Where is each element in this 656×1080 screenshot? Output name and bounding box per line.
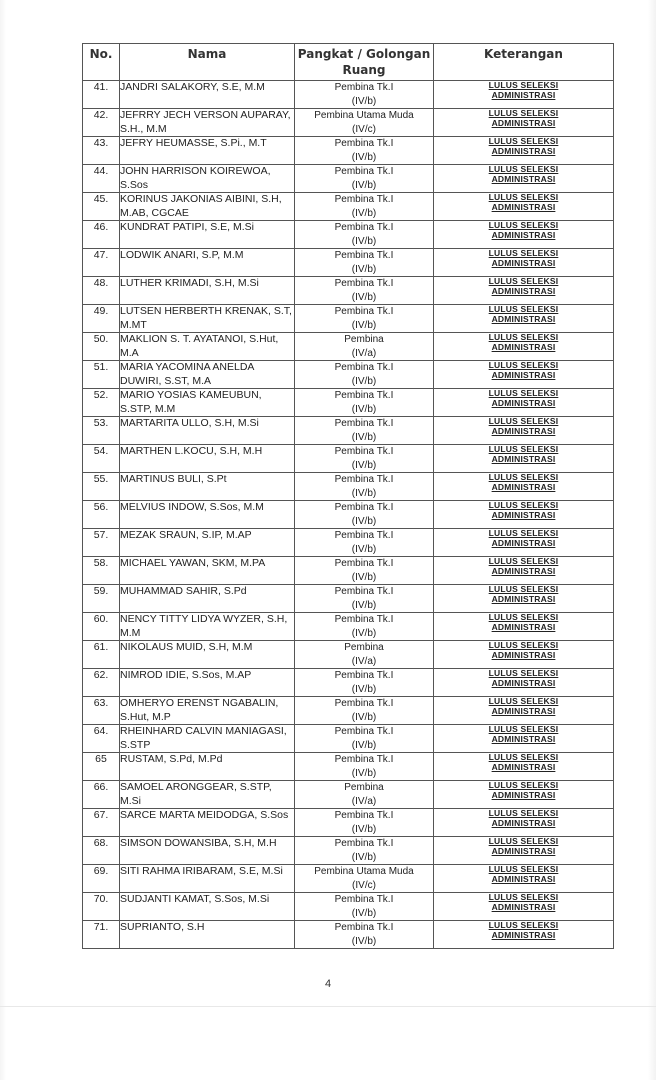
table-row [83, 165, 614, 193]
row-status-line2: ADMINISTRASI [491, 117, 556, 128]
row-grade: (IV/b) [351, 907, 377, 919]
row-grade: (IV/b) [351, 599, 377, 611]
row-number: 59. [83, 585, 120, 613]
row-grade: (IV/b) [351, 235, 377, 247]
row-grade: (IV/b) [351, 459, 377, 471]
row-status-line2: ADMINISTRASI [491, 341, 556, 352]
row-grade: (IV/c) [352, 123, 376, 135]
row-grade: (IV/b) [351, 627, 377, 639]
row-number: 44. [83, 165, 120, 193]
row-number: 64. [83, 725, 120, 753]
row-grade: (IV/b) [351, 571, 377, 583]
row-status-line2: ADMINISTRASI [491, 901, 556, 912]
row-status [434, 557, 614, 585]
row-status-line1: LULUS SELEKSI [488, 528, 559, 538]
row-status [434, 109, 614, 137]
row-status-line2: ADMINISTRASI [491, 481, 556, 492]
row-rank-grade [295, 277, 434, 305]
table-row [83, 81, 614, 109]
row-name: OMHERYO ERENST NGABALIN, S.Hut, M.P [120, 697, 295, 725]
row-name: MARTHEN L.KOCU, S.H, M.H [120, 445, 295, 473]
row-rank: Pembina Tk.I [334, 222, 394, 233]
row-rank-grade [295, 837, 434, 865]
row-rank-grade [295, 585, 434, 613]
row-rank-grade [295, 781, 434, 809]
row-rank: Pembina Tk.I [334, 474, 394, 485]
row-status-line2: ADMINISTRASI [491, 453, 556, 464]
table-row [83, 557, 614, 585]
row-rank-grade [295, 165, 434, 193]
row-status-line1: LULUS SELEKSI [488, 864, 559, 874]
row-status [434, 333, 614, 361]
row-number: 49. [83, 305, 120, 333]
row-status [434, 809, 614, 837]
row-number: 65 [83, 753, 120, 781]
row-status [434, 865, 614, 893]
row-status [434, 165, 614, 193]
row-status [434, 613, 614, 641]
row-grade: (IV/c) [352, 879, 376, 891]
row-rank: Pembina Tk.I [334, 250, 394, 261]
row-grade: (IV/b) [351, 543, 377, 555]
table-row [83, 753, 614, 781]
table-body [83, 81, 614, 949]
row-name: JEFRRY JECH VERSON AUPARAY, S.H., M.M [120, 109, 295, 137]
row-number: 43. [83, 137, 120, 165]
row-number: 54. [83, 445, 120, 473]
table-row [83, 837, 614, 865]
row-status-line1: LULUS SELEKSI [488, 752, 559, 762]
row-grade: (IV/b) [351, 207, 377, 219]
table-row [83, 193, 614, 221]
table-row [83, 585, 614, 613]
row-rank-grade [295, 865, 434, 893]
table-row [83, 109, 614, 137]
header-pangkat-line2: Ruang [342, 63, 386, 77]
row-status-line1: LULUS SELEKSI [488, 80, 559, 90]
row-status [434, 529, 614, 557]
row-rank: Pembina Tk.I [334, 82, 394, 93]
row-rank-grade [295, 389, 434, 417]
row-rank-grade [295, 445, 434, 473]
row-status-line1: LULUS SELEKSI [488, 472, 559, 482]
table-row [83, 333, 614, 361]
row-status [434, 277, 614, 305]
row-status-line2: ADMINISTRASI [491, 285, 556, 296]
row-number: 67. [83, 809, 120, 837]
row-status [434, 417, 614, 445]
row-rank: Pembina Tk.I [334, 502, 394, 513]
table-row [83, 277, 614, 305]
header-keterangan: Keterangan [434, 44, 614, 81]
header-pangkat [295, 44, 434, 81]
table-row [83, 613, 614, 641]
row-rank-grade [295, 221, 434, 249]
row-rank-grade [295, 893, 434, 921]
row-name: KUNDRAT PATIPI, S.E, M.Si [120, 221, 295, 249]
row-grade: (IV/b) [351, 179, 377, 191]
row-number: 42. [83, 109, 120, 137]
row-rank-grade [295, 333, 434, 361]
row-status [434, 81, 614, 109]
row-status-line2: ADMINISTRASI [491, 537, 556, 548]
table-row [83, 305, 614, 333]
row-status [434, 921, 614, 949]
table-row [83, 669, 614, 697]
row-status-line1: LULUS SELEKSI [488, 304, 559, 314]
header-nama: Nama [120, 44, 295, 81]
row-grade: (IV/b) [351, 935, 377, 947]
row-status-line1: LULUS SELEKSI [488, 192, 559, 202]
row-name: JOHN HARRISON KOIREWOA, S.Sos [120, 165, 295, 193]
row-grade: (IV/a) [351, 655, 377, 667]
row-status [434, 361, 614, 389]
row-rank: Pembina Tk.I [334, 530, 394, 541]
row-number: 70. [83, 893, 120, 921]
row-name: JANDRI SALAKORY, S.E, M.M [120, 81, 295, 109]
table-row [83, 893, 614, 921]
row-status [434, 473, 614, 501]
row-status-line1: LULUS SELEKSI [488, 500, 559, 510]
row-grade: (IV/b) [351, 683, 377, 695]
header-pangkat-line1: Pangkat / Golongan [297, 47, 431, 61]
row-status [434, 697, 614, 725]
row-number: 66. [83, 781, 120, 809]
row-number: 62. [83, 669, 120, 697]
row-status-line1: LULUS SELEKSI [488, 276, 559, 286]
row-status [434, 137, 614, 165]
page-edge-divider [0, 1006, 656, 1007]
table-row [83, 501, 614, 529]
table-row [83, 473, 614, 501]
row-status [434, 641, 614, 669]
row-rank: Pembina Utama Muda [314, 110, 414, 121]
row-status-line2: ADMINISTRASI [491, 845, 556, 856]
row-status-line2: ADMINISTRASI [491, 145, 556, 156]
row-status [434, 445, 614, 473]
row-name: NENCY TITTY LIDYA WYZER, S.H, M.M [120, 613, 295, 641]
row-status-line1: LULUS SELEKSI [488, 780, 559, 790]
row-status-line2: ADMINISTRASI [491, 257, 556, 268]
row-rank-grade [295, 669, 434, 697]
row-number: 48. [83, 277, 120, 305]
row-status [434, 193, 614, 221]
row-status-line2: ADMINISTRASI [491, 369, 556, 380]
row-status-line2: ADMINISTRASI [491, 173, 556, 184]
table-row [83, 809, 614, 837]
table-header [83, 44, 614, 81]
row-rank-grade [295, 81, 434, 109]
row-rank-grade [295, 725, 434, 753]
row-rank: Pembina Tk.I [334, 446, 394, 457]
row-status [434, 305, 614, 333]
row-rank: Pembina [344, 334, 384, 345]
row-rank-grade [295, 613, 434, 641]
row-rank-grade [295, 137, 434, 165]
row-status-line1: LULUS SELEKSI [488, 836, 559, 846]
row-number: 60. [83, 613, 120, 641]
row-status-line2: ADMINISTRASI [491, 733, 556, 744]
row-rank-grade [295, 557, 434, 585]
row-grade: (IV/b) [351, 263, 377, 275]
row-name: JEFRY HEUMASSE, S.Pi., M.T [120, 137, 295, 165]
row-number: 45. [83, 193, 120, 221]
row-status [434, 501, 614, 529]
row-number: 68. [83, 837, 120, 865]
row-status-line1: LULUS SELEKSI [488, 248, 559, 258]
row-grade: (IV/a) [351, 347, 377, 359]
row-rank: Pembina Tk.I [334, 586, 394, 597]
row-status-line1: LULUS SELEKSI [488, 640, 559, 650]
row-rank: Pembina [344, 642, 384, 653]
table-row [83, 921, 614, 949]
row-rank: Pembina Tk.I [334, 390, 394, 401]
row-status-line1: LULUS SELEKSI [488, 696, 559, 706]
row-rank-grade [295, 473, 434, 501]
row-grade: (IV/b) [351, 487, 377, 499]
row-name: MARIO YOSIAS KAMEUBUN, S.STP, M.M [120, 389, 295, 417]
row-rank-grade [295, 921, 434, 949]
row-status [434, 669, 614, 697]
table-row [83, 417, 614, 445]
row-grade: (IV/b) [351, 291, 377, 303]
row-rank-grade [295, 305, 434, 333]
row-status-line2: ADMINISTRASI [491, 929, 556, 940]
row-rank-grade [295, 417, 434, 445]
row-status-line1: LULUS SELEKSI [488, 136, 559, 146]
row-number: 55. [83, 473, 120, 501]
row-status-line2: ADMINISTRASI [491, 509, 556, 520]
row-status-line2: ADMINISTRASI [491, 761, 556, 772]
row-number: 61. [83, 641, 120, 669]
row-rank: Pembina Tk.I [334, 614, 394, 625]
row-grade: (IV/b) [351, 515, 377, 527]
row-number: 69. [83, 865, 120, 893]
row-status-line1: LULUS SELEKSI [488, 920, 559, 930]
row-status-line1: LULUS SELEKSI [488, 444, 559, 454]
row-number: 56. [83, 501, 120, 529]
row-number: 63. [83, 697, 120, 725]
row-status-line1: LULUS SELEKSI [488, 668, 559, 678]
row-status-line1: LULUS SELEKSI [488, 164, 559, 174]
row-status-line2: ADMINISTRASI [491, 621, 556, 632]
table-row [83, 725, 614, 753]
row-name: SITI RAHMA IRIBARAM, S.E, M.Si [120, 865, 295, 893]
row-rank: Pembina Tk.I [334, 894, 394, 905]
row-rank-grade [295, 641, 434, 669]
row-rank: Pembina Tk.I [334, 670, 394, 681]
row-rank: Pembina Tk.I [334, 418, 394, 429]
row-rank: Pembina Tk.I [334, 754, 394, 765]
row-name: SUDJANTI KAMAT, S.Sos, M.Si [120, 893, 295, 921]
row-rank: Pembina Tk.I [334, 138, 394, 149]
row-number: 52. [83, 389, 120, 417]
row-status-line2: ADMINISTRASI [491, 705, 556, 716]
row-grade: (IV/b) [351, 375, 377, 387]
row-rank-grade [295, 529, 434, 557]
row-name: KORINUS JAKONIAS AIBINI, S.H, M.AB, CGCAE [120, 193, 295, 221]
row-grade: (IV/b) [351, 739, 377, 751]
row-name: SUPRIANTO, S.H [120, 921, 295, 949]
row-name: MICHAEL YAWAN, SKM, M.PA [120, 557, 295, 585]
row-number: 41. [83, 81, 120, 109]
row-grade: (IV/b) [351, 95, 377, 107]
row-status-line2: ADMINISTRASI [491, 789, 556, 800]
row-rank: Pembina Tk.I [334, 698, 394, 709]
row-rank-grade [295, 109, 434, 137]
table-row [83, 865, 614, 893]
row-number: 47. [83, 249, 120, 277]
row-status-line1: LULUS SELEKSI [488, 556, 559, 566]
row-status-line2: ADMINISTRASI [491, 313, 556, 324]
row-name: MEZAK SRAUN, S.IP, M.AP [120, 529, 295, 557]
row-name: RUSTAM, S.Pd, M.Pd [120, 753, 295, 781]
row-status [434, 893, 614, 921]
row-status [434, 837, 614, 865]
row-status [434, 753, 614, 781]
row-name: MARIA YACOMINA ANELDA DUWIRI, S.ST, M.A [120, 361, 295, 389]
row-status-line1: LULUS SELEKSI [488, 332, 559, 342]
row-grade: (IV/b) [351, 823, 377, 835]
row-rank: Pembina [344, 782, 384, 793]
row-status-line2: ADMINISTRASI [491, 201, 556, 212]
row-status-line2: ADMINISTRASI [491, 817, 556, 828]
row-rank: Pembina Tk.I [334, 558, 394, 569]
row-status [434, 585, 614, 613]
row-rank-grade [295, 501, 434, 529]
row-status-line1: LULUS SELEKSI [488, 612, 559, 622]
row-status-line1: LULUS SELEKSI [488, 584, 559, 594]
row-rank-grade [295, 809, 434, 837]
table-row [83, 361, 614, 389]
row-rank-grade [295, 697, 434, 725]
row-rank: Pembina Tk.I [334, 810, 394, 821]
row-name: LODWIK ANARI, S.P, M.M [120, 249, 295, 277]
table-row [83, 221, 614, 249]
row-grade: (IV/b) [351, 319, 377, 331]
row-status-line2: ADMINISTRASI [491, 397, 556, 408]
row-rank: Pembina Tk.I [334, 166, 394, 177]
row-name: MELVIUS INDOW, S.Sos, M.M [120, 501, 295, 529]
row-grade: (IV/b) [351, 767, 377, 779]
table-row [83, 137, 614, 165]
table-row [83, 641, 614, 669]
row-number: 46. [83, 221, 120, 249]
row-status-line2: ADMINISTRASI [491, 593, 556, 604]
row-status-line2: ADMINISTRASI [491, 229, 556, 240]
row-status-line2: ADMINISTRASI [491, 425, 556, 436]
row-grade: (IV/b) [351, 403, 377, 415]
table-row [83, 697, 614, 725]
row-grade: (IV/b) [351, 151, 377, 163]
table-row [83, 249, 614, 277]
row-status [434, 249, 614, 277]
row-status [434, 781, 614, 809]
row-status [434, 725, 614, 753]
row-status-line2: ADMINISTRASI [491, 565, 556, 576]
row-name: SARCE MARTA MEIDODGA, S.Sos [120, 809, 295, 837]
row-name: NIKOLAUS MUID, S.H, M.M [120, 641, 295, 669]
row-name: LUTHER KRIMADI, S.H, M.Si [120, 277, 295, 305]
row-status-line1: LULUS SELEKSI [488, 892, 559, 902]
row-rank-grade [295, 193, 434, 221]
row-rank: Pembina Tk.I [334, 278, 394, 289]
row-rank: Pembina Tk.I [334, 362, 394, 373]
row-grade: (IV/b) [351, 851, 377, 863]
row-rank-grade [295, 249, 434, 277]
row-number: 51. [83, 361, 120, 389]
row-number: 53. [83, 417, 120, 445]
row-status-line2: ADMINISTRASI [491, 89, 556, 100]
row-status-line1: LULUS SELEKSI [488, 220, 559, 230]
row-rank: Pembina Tk.I [334, 726, 394, 737]
row-status [434, 389, 614, 417]
row-grade: (IV/b) [351, 711, 377, 723]
row-name: MAKLION S. T. AYATANOI, S.Hut, M.A [120, 333, 295, 361]
row-name: LUTSEN HERBERTH KRENAK, S.T, M.MT [120, 305, 295, 333]
row-number: 57. [83, 529, 120, 557]
row-rank: Pembina Tk.I [334, 922, 394, 933]
participant-table [82, 43, 614, 949]
row-number: 71. [83, 921, 120, 949]
row-status-line1: LULUS SELEKSI [488, 808, 559, 818]
row-rank: Pembina Tk.I [334, 838, 394, 849]
row-status [434, 221, 614, 249]
row-grade: (IV/b) [351, 431, 377, 443]
row-name: NIMROD IDIE, S.Sos, M.AP [120, 669, 295, 697]
row-rank-grade [295, 361, 434, 389]
row-name: SIMSON DOWANSIBA, S.H, M.H [120, 837, 295, 865]
page-number: 4 [324, 978, 332, 990]
row-status-line1: LULUS SELEKSI [488, 724, 559, 734]
row-status-line2: ADMINISTRASI [491, 649, 556, 660]
table-row [83, 781, 614, 809]
row-status-line1: LULUS SELEKSI [488, 416, 559, 426]
row-rank-grade [295, 753, 434, 781]
row-status-line1: LULUS SELEKSI [488, 360, 559, 370]
header-no: No. [83, 44, 120, 81]
row-rank: Pembina Tk.I [334, 194, 394, 205]
row-status-line2: ADMINISTRASI [491, 873, 556, 884]
table-row [83, 445, 614, 473]
row-name: SAMOEL ARONGGEAR, S.STP, M.Si [120, 781, 295, 809]
row-number: 58. [83, 557, 120, 585]
row-status-line2: ADMINISTRASI [491, 677, 556, 688]
row-rank: Pembina Utama Muda [314, 866, 414, 877]
row-rank: Pembina Tk.I [334, 306, 394, 317]
row-name: MARTARITA ULLO, S.H, M.Si [120, 417, 295, 445]
row-status-line1: LULUS SELEKSI [488, 108, 559, 118]
table-row [83, 389, 614, 417]
row-name: MUHAMMAD SAHIR, S.Pd [120, 585, 295, 613]
row-grade: (IV/a) [351, 795, 377, 807]
table-row [83, 529, 614, 557]
row-name: MARTINUS BULI, S.Pt [120, 473, 295, 501]
row-status-line1: LULUS SELEKSI [488, 388, 559, 398]
row-number: 50. [83, 333, 120, 361]
row-name: RHEINHARD CALVIN MANIAGASI, S.STP [120, 725, 295, 753]
